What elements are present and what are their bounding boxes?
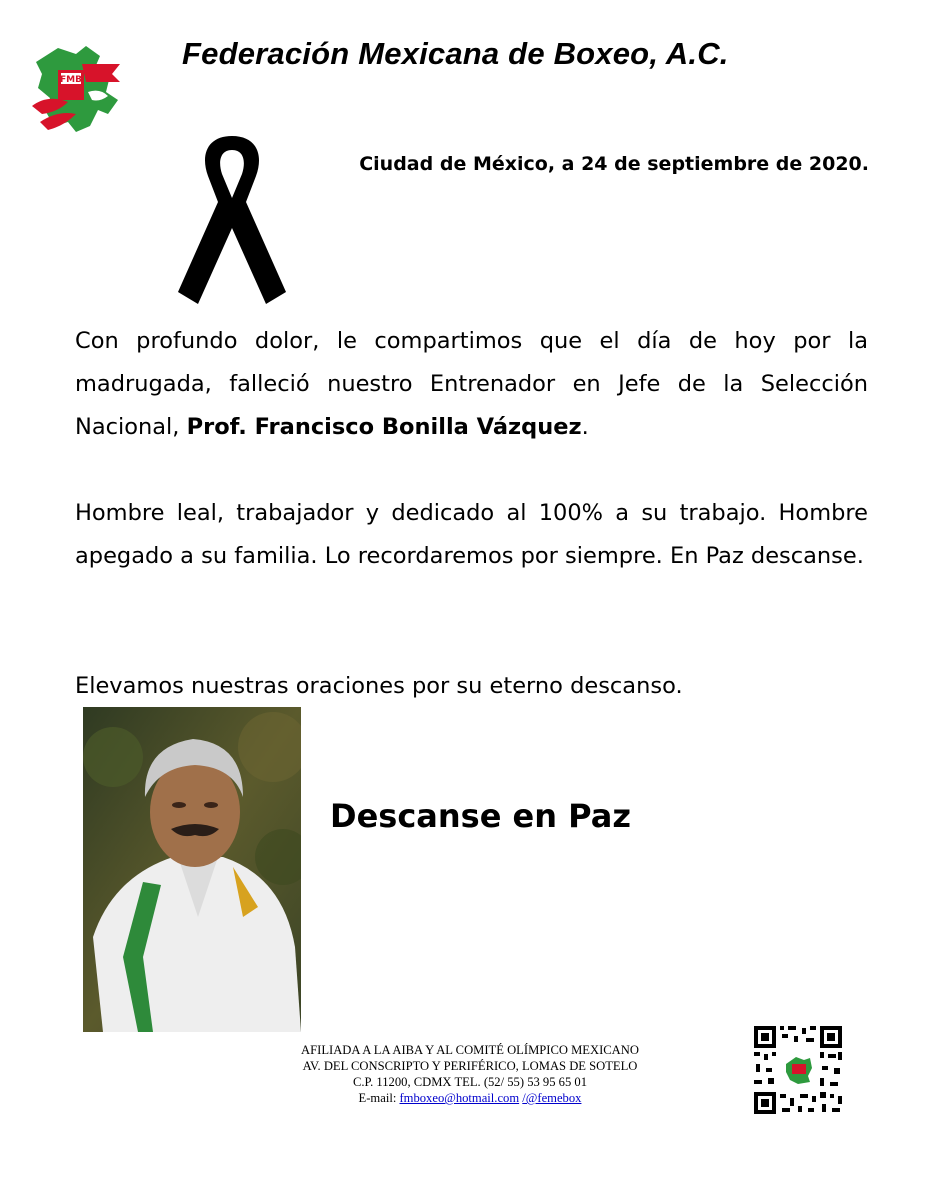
paragraph-announcement-text: Con profundo dolor, le compartimos que el día de hoy por la madrugada, falleció nuestro Entrenador en Jefe de la Selección Nacional, [75,328,868,440]
email-link[interactable]: fmboxeo@hotmail.com [399,1091,520,1105]
paragraph-announcement-end: . [581,414,589,440]
rest-in-peace-heading: Descanse en Paz [330,797,631,835]
deceased-name: Prof. Francisco Bonilla Vázquez [186,414,582,440]
date-line: Ciudad de México, a 24 de septiembre de 2020. [359,153,869,175]
footer-contact [250,1042,690,1106]
paragraph-prayers: Elevamos nuestras oraciones por su eterno descanso. [75,673,683,699]
paragraph-announcement [75,320,868,449]
email-label: E-mail: [358,1091,400,1105]
footer-phone: C.P. 11200, CDMX TEL. (52/ 55) 53 95 65 01 [352,1075,588,1089]
portrait-photo [83,707,301,1032]
logo-text: FMB [60,75,82,85]
paragraph-tribute: Hombre leal, trabajador y dedicado al 100% a su trabajo. Hombre apegado a su familia. Lo recordaremos por siempre. En Paz descanse. [75,500,868,569]
social-handle-link[interactable]: /@femebox [522,1091,582,1105]
footer-affiliation: AFILIADA A LA AIBA Y AL COMITÉ OLÍMPICO MEXICANO [301,1043,639,1057]
mourning-ribbon-icon [170,132,295,307]
footer-contact-line [250,1090,690,1106]
footer-address: AV. DEL CONSCRIPTO Y PERIFÉRICO, LOMAS DE SOTELO [302,1059,638,1073]
qr-code[interactable] [752,1024,844,1116]
fmb-logo [28,40,128,140]
organization-title: Federación Mexicana de Boxeo, A.C. [182,36,729,71]
